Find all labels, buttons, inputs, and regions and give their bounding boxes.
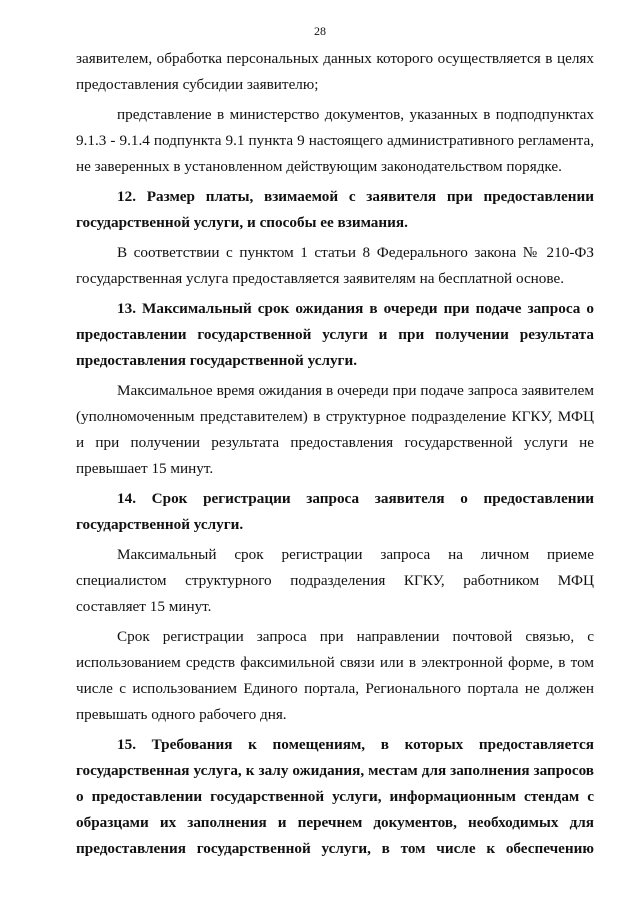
text-line: использованием средств факсимильной связи или в электронной форме, в том bbox=[76, 654, 594, 671]
text-line: превышать одного рабочего дня. bbox=[76, 706, 287, 723]
text-line: Максимальный срок регистрации запроса на личном приеме bbox=[117, 546, 594, 563]
paragraph bbox=[76, 378, 594, 482]
page-number: 28 bbox=[314, 24, 326, 38]
text-line: Срок регистрации запроса при направлении почтовой связью, с bbox=[117, 628, 594, 645]
heading-line: 15. Требования к помещениям, в которых предоставляется bbox=[117, 736, 594, 753]
heading-line: о предоставлении государственной услуги, информационным стендам с bbox=[76, 788, 594, 805]
paragraph bbox=[76, 542, 594, 620]
text-line: превышает 15 минут. bbox=[76, 460, 214, 477]
text-line: представление в министерство документов, указанных в подподпунктах bbox=[117, 106, 594, 123]
heading-line: предоставлении государственной услуги и при получении результата bbox=[76, 326, 594, 343]
text-line: не заверенных в установленном действующим законодательством порядке. bbox=[76, 158, 562, 175]
section-heading-12 bbox=[76, 184, 594, 236]
text-line: В соответствии с пунктом 1 статьи 8 Федерального закона № 210-ФЗ bbox=[117, 244, 594, 261]
heading-line: государственная услуга, к залу ожидания, местам для заполнения запросов bbox=[76, 762, 594, 779]
paragraph-continuation bbox=[76, 46, 594, 98]
section-heading-14 bbox=[76, 486, 594, 538]
heading-line: предоставления государственной услуги. bbox=[76, 352, 357, 369]
text-line: предоставления субсидии заявителю; bbox=[76, 76, 319, 93]
text-line: (уполномоченным представителем) в структурное подразделение КГКУ, МФЦ bbox=[76, 408, 594, 425]
section-heading-13 bbox=[76, 296, 594, 374]
heading-line: 13. Максимальный срок ожидания в очереди при подаче запроса о bbox=[117, 300, 594, 317]
heading-line: государственной услуги, и способы ее взимания. bbox=[76, 214, 408, 231]
paragraph bbox=[76, 102, 594, 180]
text-line: заявителем, обработка персональных данных которого осуществляется в целях bbox=[76, 50, 594, 67]
heading-line: государственной услуги. bbox=[76, 516, 244, 533]
text-line: Максимальное время ожидания в очереди при подаче запроса заявителем bbox=[117, 382, 594, 399]
section-heading-15 bbox=[76, 732, 594, 862]
heading-line: предоставления государственной услуги, в том числе к обеспечению bbox=[76, 840, 594, 857]
text-line: составляет 15 минут. bbox=[76, 598, 212, 615]
text-line: 9.1.3 - 9.1.4 подпункта 9.1 пункта 9 настоящего административного регламента, bbox=[76, 132, 594, 149]
text-line: специалистом структурного подразделения КГКУ, работником МФЦ bbox=[76, 572, 594, 589]
heading-line: образцами их заполнения и перечнем документов, необходимых для bbox=[76, 814, 594, 831]
heading-line: 12. Размер платы, взимаемой с заявителя при предоставлении bbox=[117, 188, 594, 205]
text-line: числе с использованием Единого портала, Регионального портала не должен bbox=[76, 680, 594, 697]
paragraph bbox=[76, 624, 594, 728]
document-body bbox=[76, 46, 594, 862]
heading-line: 14. Срок регистрации запроса заявителя о предоставлении bbox=[117, 490, 594, 507]
text-line: государственная услуга предоставляется заявителям на бесплатной основе. bbox=[76, 270, 565, 287]
paragraph bbox=[76, 240, 594, 292]
text-line: и при получении результата предоставления государственной услуги не bbox=[76, 434, 594, 451]
